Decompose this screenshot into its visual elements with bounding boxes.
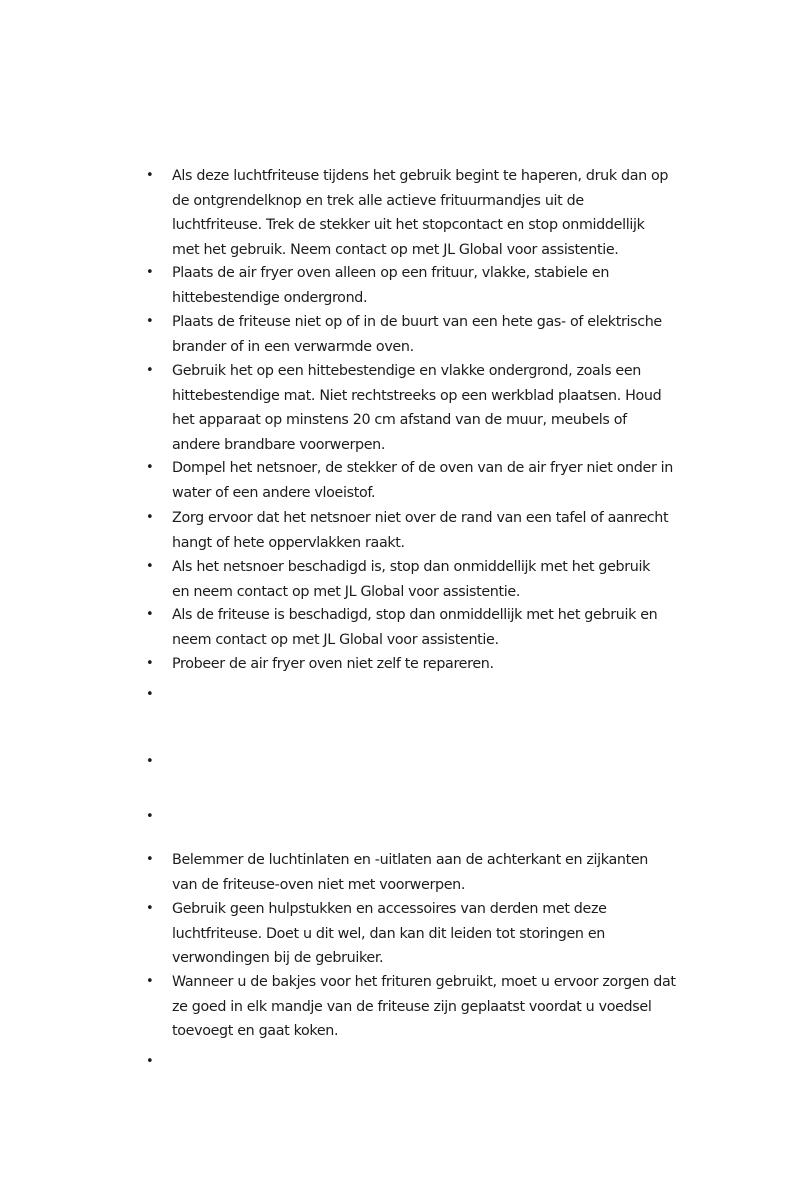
text-line: water of een andere vloeistof. <box>172 484 376 501</box>
bullet-icon: • <box>146 265 154 280</box>
text-line: Gebruik het op een hittebestendige en vlakke ondergrond, zoals een <box>172 363 641 379</box>
bullet-icon: • <box>146 1054 154 1069</box>
bullet-icon: • <box>146 510 154 525</box>
text-line: luchtfriteuse. Trek de stekker uit het stopcontact en stop onmiddellijk <box>172 217 645 233</box>
text-line: Plaats de air fryer oven alleen op een frituur, vlakke, stabiele en <box>172 265 610 281</box>
text-line: de ontgrendelknop en trek alle actieve frituurmandjes uit de <box>172 192 584 209</box>
text-line: hittebestendige mat. Niet rechtstreeks op een werkblad plaatsen. Houd <box>172 387 662 404</box>
bullet-icon: • <box>146 607 154 622</box>
list-item <box>146 164 702 262</box>
text-line: hittebestendige ondergrond. <box>172 289 368 306</box>
text-line: en neem contact op met JL Global voor assistentie. <box>172 583 521 600</box>
text-line: toevoegt en gaat koken. <box>172 1023 339 1039</box>
text-line: Als deze luchtfriteuse tijdens het gebruik begint te haperen, druk dan op <box>172 168 669 184</box>
bullet-icon: • <box>146 559 154 574</box>
list-item <box>146 456 702 505</box>
bullet-icon: • <box>146 809 154 824</box>
bullet-icon: • <box>146 754 154 769</box>
list-item <box>146 506 702 555</box>
text-line: Wanneer u de bakjes voor het frituren gebruikt, moet u ervoor zorgen dat <box>172 974 676 990</box>
text-line: met het gebruik. Neem contact op met JL Global voor assistentie. <box>172 241 619 258</box>
text-line: Gebruik geen hulpstukken en accessoires van derden met deze <box>172 901 607 917</box>
list-item <box>146 603 702 652</box>
text-line: andere brandbare voorwerpen. <box>172 436 386 453</box>
text-line: verwondingen bij de gebruiker. <box>172 950 384 966</box>
text-line: luchtfriteuse. Doet u dit wel, dan kan dit leiden tot storingen en <box>172 925 605 942</box>
text-line: het apparaat op minstens 20 cm afstand van de muur, meubels of <box>172 412 627 428</box>
text-line: Dompel het netsnoer, de stekker of de oven van de air fryer niet onder in <box>172 460 673 476</box>
list-item <box>146 848 702 897</box>
text-line: Als de friteuse is beschadigd, stop dan onmiddellijk met het gebruik en <box>172 607 658 623</box>
bullet-icon: • <box>146 687 154 702</box>
text-line: Zorg ervoor dat het netsnoer niet over de rand van een tafel of aanrecht <box>172 510 669 526</box>
text-line: hangt of hete oppervlakken raakt. <box>172 534 405 551</box>
text-line: van de friteuse-oven niet met voorwerpen. <box>172 876 466 893</box>
list-item <box>146 359 702 457</box>
text-line: Als het netsnoer beschadigd is, stop dan onmiddellijk met het gebruik <box>172 559 651 575</box>
text-line: Plaats de friteuse niet op of in de buurt van een hete gas- of elektrische <box>172 314 662 330</box>
bullet-icon: • <box>146 656 154 671</box>
bullet-icon: • <box>146 901 154 916</box>
bullet-icon: • <box>146 460 154 475</box>
bullet-icon: • <box>146 974 154 989</box>
bullet-icon: • <box>146 314 154 329</box>
text-line: neem contact op met JL Global voor assistentie. <box>172 631 499 648</box>
text-line: brander of in een verwarmde oven. <box>172 338 414 355</box>
list-item <box>146 261 702 310</box>
list-item <box>146 310 702 359</box>
text-line: Probeer de air fryer oven niet zelf te repareren. <box>172 656 494 672</box>
list-item <box>146 555 702 604</box>
list-item <box>146 970 702 1044</box>
bullet-icon: • <box>146 363 154 378</box>
text-line: Belemmer de luchtinlaten en -uitlaten aan de achterkant en zijkanten <box>172 852 649 868</box>
list-item <box>146 652 702 677</box>
bullet-icon: • <box>146 852 154 867</box>
list-item <box>146 897 702 971</box>
bullet-icon: • <box>146 168 154 183</box>
text-line: ze goed in elk mandje van de friteuse zijn geplaatst voordat u voedsel <box>172 998 652 1015</box>
